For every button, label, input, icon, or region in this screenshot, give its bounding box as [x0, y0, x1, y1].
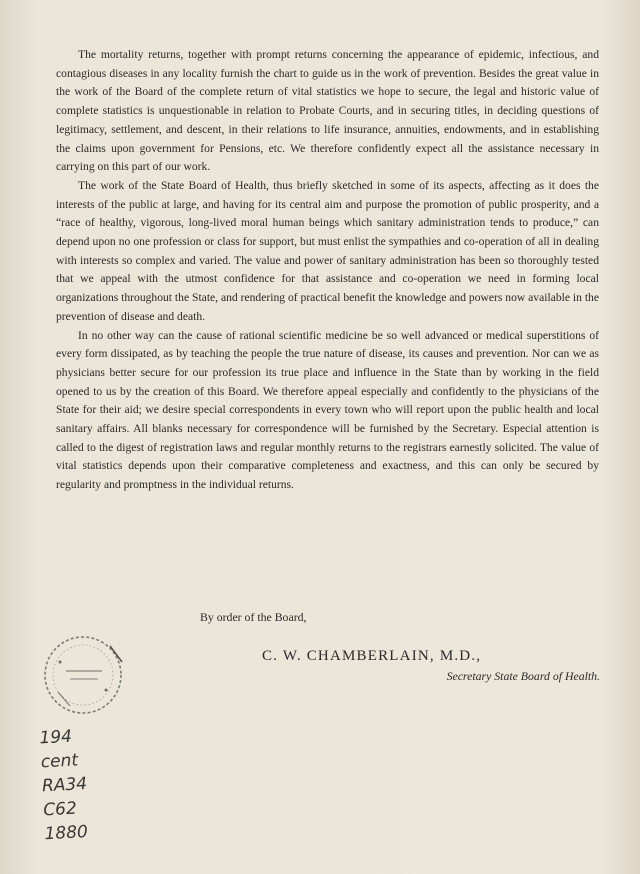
body-text	[56, 46, 599, 495]
library-stamp-icon	[40, 632, 126, 718]
signatory-name: C. W. CHAMBERLAIN, M.D.,	[262, 648, 482, 664]
closing-line: By order of the Board,	[200, 610, 307, 624]
call-number-line: C62	[42, 798, 78, 821]
paragraph-mortality-returns: The mortality returns, together with prompt returns concerning the appearance of epidemic, infectious, and contagious diseases in any locality furnish the chart to guide us in the work of prevention. Besides the great value in the work of the Board of the complete return of vital statistics we hope to secure, the legal and historic value of complete statistics is unquestionable in relation to Probate Courts, and in securing titles, in deciding questions of legitimacy, settlement, and descent, in their relations to life insurance, annuities, endowments, and in establishing the claims upon government for Pensions, etc. We therefore confidently expect all the assistance necessary in carrying on this part of our work.	[56, 48, 599, 174]
handwritten-call-number	[39, 722, 135, 847]
call-number-line: 194	[39, 726, 73, 749]
call-number-line: cent	[40, 750, 79, 773]
paragraph-appeal-physicians: In no other way can the cause of rational scientific medicine be so well advanced or medical superstitions of every form dissipated, as by teaching the people the true nature of disease, its causes and prevention. Nor can we as physicians better secure for our profession its true place and influence in the State than by working in the field opened to us by the creation of this Board. We therefore appeal especially and confidently to the physicians of the State for their aid; we desire special correspondents in every town who will report upon the public health and local sanitary affairs. All blanks necessary for correspondence will be furnished by the Secretary. Especial attention is called to the digest of registration laws and regular monthly returns to the registrars earnestly solicited. The value of vital statistics depends upon their comparative completeness and exactness, and this can only be secured by regularity and promptness in the individual returns.	[56, 328, 599, 492]
paragraph-board-work: The work of the State Board of Health, thus briefly sketched in some of its aspects, affecting as it does the interests of the public at large, and having for its central aim and purpose the promotion of public prosperity, and a “race of healthy, vigorous, long-lived moral human beings which sanitary administration tends to produce,” can depend upon no one profession or class for support, but must enlist the sympathies and co-operation of all in dealing with interests so complex and varied. The value and power of sanitary administration has been so thoroughly tested that we appeal with the utmost confidence for that assistance and co-operation we need in forming local organizations throughout the State, and rendering of practical benefit the knowledge and powers now available in the prevention of disease and death.	[56, 178, 599, 323]
call-number-line: RA34	[41, 774, 88, 797]
signatory-title: Secretary State Board of Health.	[446, 669, 600, 683]
call-number-line: 1880	[44, 822, 89, 845]
